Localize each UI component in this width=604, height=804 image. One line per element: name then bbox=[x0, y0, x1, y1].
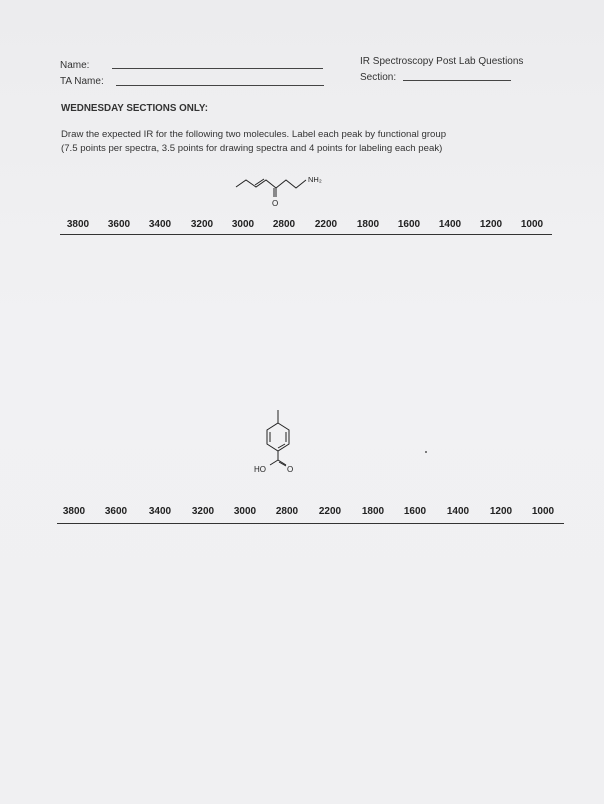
section-label: Section: bbox=[360, 72, 397, 83]
axis-1-tick-label: 1600 bbox=[397, 219, 421, 230]
axis-1-tick-label: 3400 bbox=[148, 219, 172, 230]
axis-1-tick-label: 2200 bbox=[314, 219, 338, 230]
axis-2-tick-label: 1800 bbox=[361, 506, 385, 517]
axis-2-tick-label: 3000 bbox=[233, 506, 257, 517]
axis-2-tick-label: 3400 bbox=[148, 506, 172, 517]
ir-axis-2 bbox=[0, 506, 604, 520]
axis-1-tick-label: 1200 bbox=[479, 219, 503, 230]
worksheet-title: IR Spectroscopy Post Lab Questions bbox=[360, 56, 524, 67]
hydroxyl-label: HO bbox=[254, 465, 266, 474]
section-heading: WEDNESDAY SECTIONS ONLY: bbox=[61, 103, 208, 114]
ketone-oxygen-label: O bbox=[272, 199, 279, 208]
axis-1-tick-label: 3200 bbox=[190, 219, 214, 230]
axis-1-tick-label: 3600 bbox=[107, 219, 131, 230]
axis-2-line bbox=[57, 523, 564, 524]
axis-2-tick-label: 1600 bbox=[403, 506, 427, 517]
axis-1-tick-label: 3800 bbox=[66, 219, 90, 230]
axis-2-tick-label: 1400 bbox=[446, 506, 470, 517]
carbonyl-oxygen-label: O bbox=[287, 465, 294, 474]
axis-2-tick-label: 3800 bbox=[62, 506, 86, 517]
axis-2-tick-label: 2800 bbox=[275, 506, 299, 517]
name-label: Name: bbox=[60, 60, 90, 71]
axis-2-tick-label: 3600 bbox=[104, 506, 128, 517]
axis-1-tick-label: 1400 bbox=[438, 219, 462, 230]
axis-2-tick-label: 2200 bbox=[318, 506, 342, 517]
amine-label: NH₂ bbox=[308, 175, 322, 184]
axis-2-tick-label: 1200 bbox=[489, 506, 513, 517]
axis-1-tick-label: 2800 bbox=[272, 219, 296, 230]
axis-1-tick-label: 1000 bbox=[520, 219, 544, 230]
axis-1-tick-label: 1800 bbox=[356, 219, 380, 230]
ta-name-label: TA Name: bbox=[60, 76, 104, 87]
axis-2-tick-label: 1000 bbox=[531, 506, 555, 517]
instructions-line-1: Draw the expected IR for the following two molecules. Label each peak by functional group bbox=[61, 129, 447, 140]
instructions-line-2: (7.5 points per spectra, 3.5 points for drawing spectra and 4 points for labeling each peak) bbox=[61, 143, 443, 154]
stray-mark bbox=[425, 451, 427, 453]
axis-1-tick-label: 3000 bbox=[231, 219, 255, 230]
axis-2-tick-label: 3200 bbox=[191, 506, 215, 517]
